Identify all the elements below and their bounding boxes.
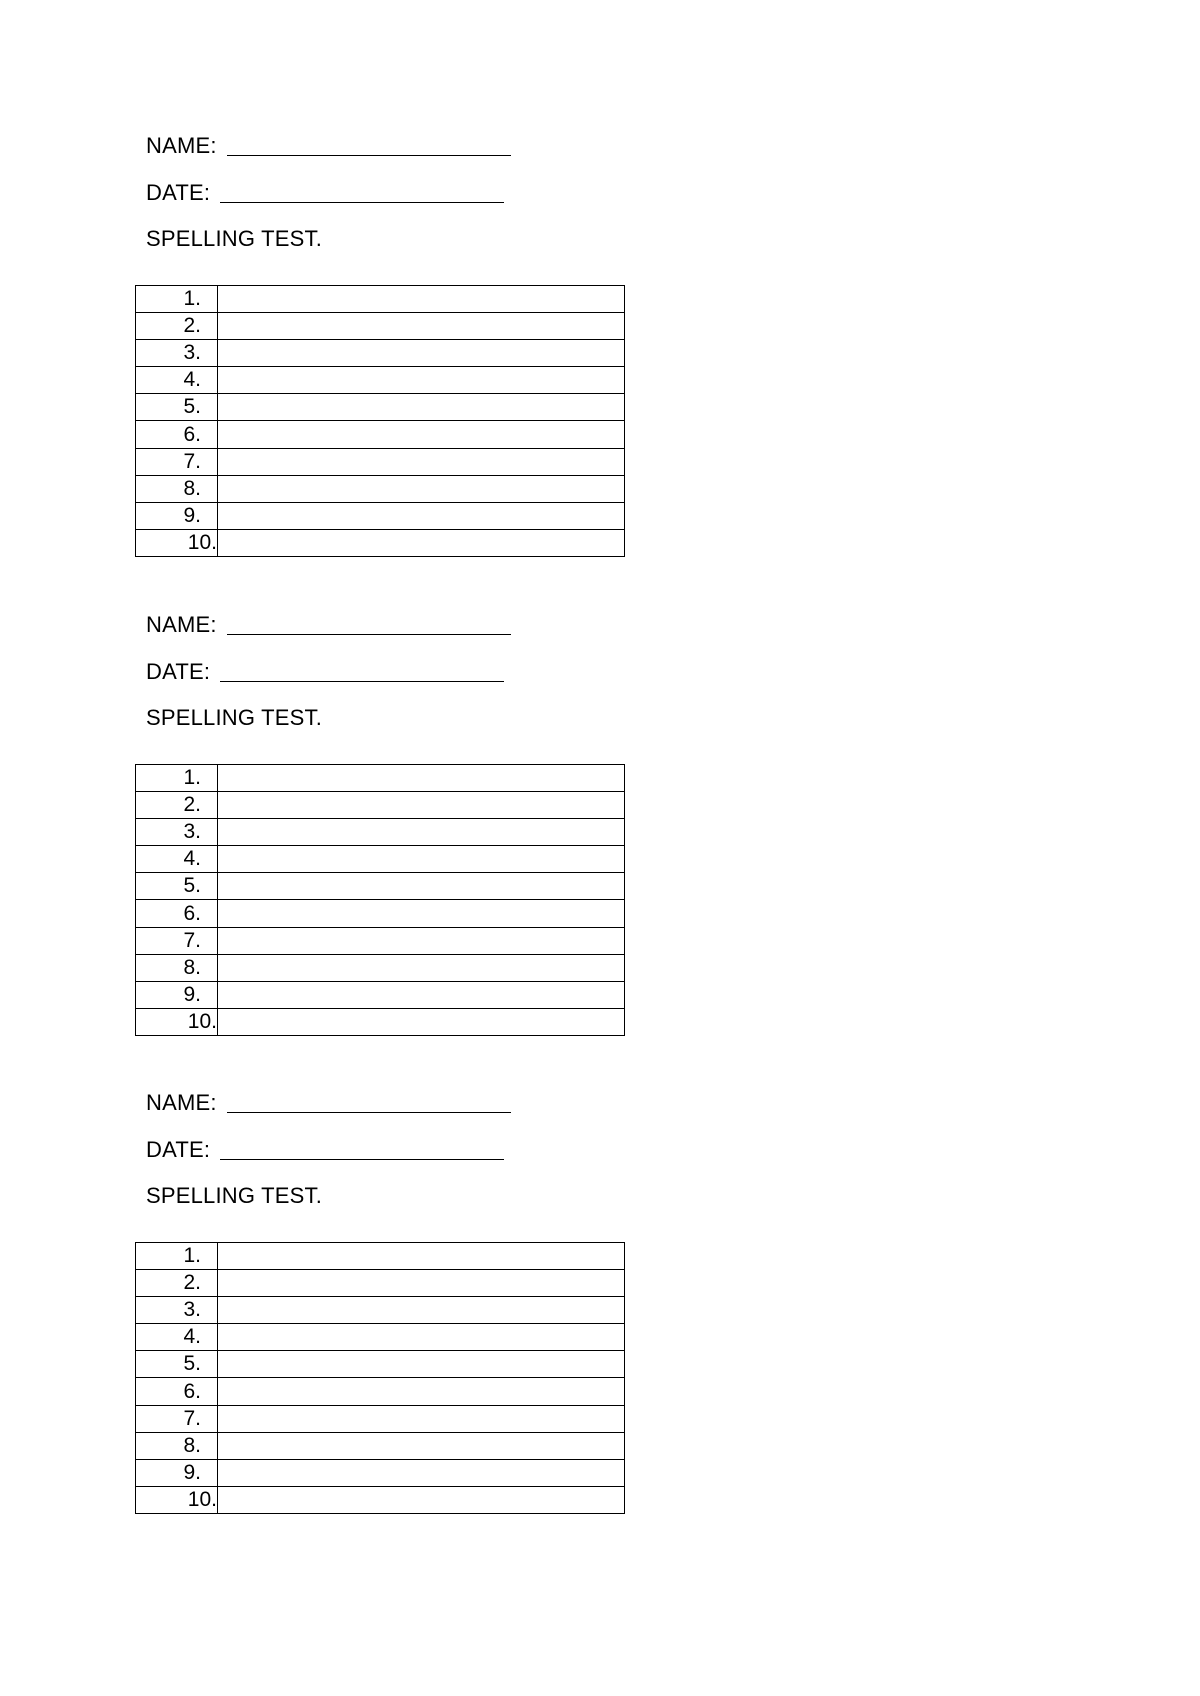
row-number: 2. [136, 1270, 218, 1297]
table-row [136, 340, 625, 367]
table-row [136, 900, 625, 927]
answer-cell[interactable] [218, 1459, 625, 1486]
date-label: DATE: [146, 659, 211, 684]
row-number: 5. [136, 873, 218, 900]
name-label: NAME: [146, 133, 217, 158]
test-title: SPELLING TEST. [146, 1183, 323, 1208]
row-number: 8. [136, 475, 218, 502]
answer-cell[interactable] [218, 927, 625, 954]
table-row [136, 1351, 625, 1378]
answer-cell[interactable] [218, 846, 625, 873]
date-blank-line[interactable] [220, 661, 504, 682]
answer-cell[interactable] [218, 475, 625, 502]
row-number: 10. [136, 529, 218, 556]
table-row [136, 792, 625, 819]
row-number: 4. [136, 1324, 218, 1351]
answer-cell[interactable] [218, 792, 625, 819]
table-row [136, 1324, 625, 1351]
answer-cell[interactable] [218, 286, 625, 313]
date-blank-line[interactable] [220, 182, 504, 203]
row-number: 5. [136, 394, 218, 421]
table-row [136, 1486, 625, 1513]
name-field [146, 132, 511, 159]
row-number: 9. [136, 502, 218, 529]
name-blank-line[interactable] [227, 135, 511, 156]
row-number: 1. [136, 1243, 218, 1270]
answer-cell[interactable] [218, 1324, 625, 1351]
name-blank-line[interactable] [227, 1092, 511, 1113]
table-row [136, 313, 625, 340]
name-field [146, 1089, 511, 1116]
answer-cell[interactable] [218, 1243, 625, 1270]
row-number: 9. [136, 1459, 218, 1486]
row-number: 1. [136, 765, 218, 792]
row-number: 4. [136, 367, 218, 394]
date-label: DATE: [146, 180, 211, 205]
answer-cell[interactable] [218, 954, 625, 981]
row-number: 7. [136, 1405, 218, 1432]
answer-cell[interactable] [218, 421, 625, 448]
row-number: 5. [136, 1351, 218, 1378]
table-row [136, 502, 625, 529]
row-number: 3. [136, 340, 218, 367]
table-row [136, 286, 625, 313]
date-blank-line[interactable] [220, 1139, 504, 1160]
row-number: 2. [136, 313, 218, 340]
answer-cell[interactable] [218, 900, 625, 927]
table-row [136, 981, 625, 1008]
table-row [136, 529, 625, 556]
answer-cell[interactable] [218, 765, 625, 792]
answer-cell[interactable] [218, 1378, 625, 1405]
row-number: 10. [136, 1008, 218, 1035]
answer-cell[interactable] [218, 367, 625, 394]
table-row [136, 1243, 625, 1270]
table-row [136, 846, 625, 873]
row-number: 8. [136, 954, 218, 981]
table-row [136, 448, 625, 475]
date-field [146, 658, 504, 685]
table-row [136, 927, 625, 954]
answer-cell[interactable] [218, 873, 625, 900]
table-row [136, 1432, 625, 1459]
row-number: 2. [136, 792, 218, 819]
test-title: SPELLING TEST. [146, 226, 323, 251]
answer-cell[interactable] [218, 1297, 625, 1324]
row-number: 6. [136, 1378, 218, 1405]
table-row [136, 873, 625, 900]
answer-cell[interactable] [218, 819, 625, 846]
name-field [146, 611, 511, 638]
table-row [136, 1405, 625, 1432]
table-row [136, 1378, 625, 1405]
answer-cell[interactable] [218, 981, 625, 1008]
row-number: 3. [136, 819, 218, 846]
answer-cell[interactable] [218, 529, 625, 556]
table-row [136, 475, 625, 502]
row-number: 6. [136, 421, 218, 448]
answer-cell[interactable] [218, 502, 625, 529]
row-number: 1. [136, 286, 218, 313]
answer-cell[interactable] [218, 1270, 625, 1297]
row-number: 3. [136, 1297, 218, 1324]
name-blank-line[interactable] [227, 614, 511, 635]
table-row [136, 819, 625, 846]
table-row [136, 765, 625, 792]
table-row [136, 954, 625, 981]
table-row [136, 1297, 625, 1324]
row-number: 7. [136, 927, 218, 954]
name-label: NAME: [146, 1090, 217, 1115]
date-field [146, 1136, 504, 1163]
row-number: 6. [136, 900, 218, 927]
row-number: 7. [136, 448, 218, 475]
spelling-answer-table [135, 1242, 625, 1514]
spelling-answer-table [135, 285, 625, 557]
answer-cell[interactable] [218, 313, 625, 340]
answer-cell[interactable] [218, 394, 625, 421]
date-label: DATE: [146, 1137, 211, 1162]
test-title: SPELLING TEST. [146, 705, 323, 730]
answer-cell[interactable] [218, 340, 625, 367]
name-label: NAME: [146, 612, 217, 637]
spelling-answer-table [135, 764, 625, 1036]
row-number: 9. [136, 981, 218, 1008]
table-row [136, 1008, 625, 1035]
table-row [136, 1270, 625, 1297]
answer-cell[interactable] [218, 1405, 625, 1432]
answer-cell[interactable] [218, 1486, 625, 1513]
row-number: 4. [136, 846, 218, 873]
table-row [136, 421, 625, 448]
row-number: 10. [136, 1486, 218, 1513]
table-row [136, 394, 625, 421]
table-row [136, 367, 625, 394]
answer-cell[interactable] [218, 1432, 625, 1459]
answer-cell[interactable] [218, 448, 625, 475]
answer-cell[interactable] [218, 1008, 625, 1035]
row-number: 8. [136, 1432, 218, 1459]
answer-cell[interactable] [218, 1351, 625, 1378]
date-field [146, 179, 504, 206]
table-row [136, 1459, 625, 1486]
